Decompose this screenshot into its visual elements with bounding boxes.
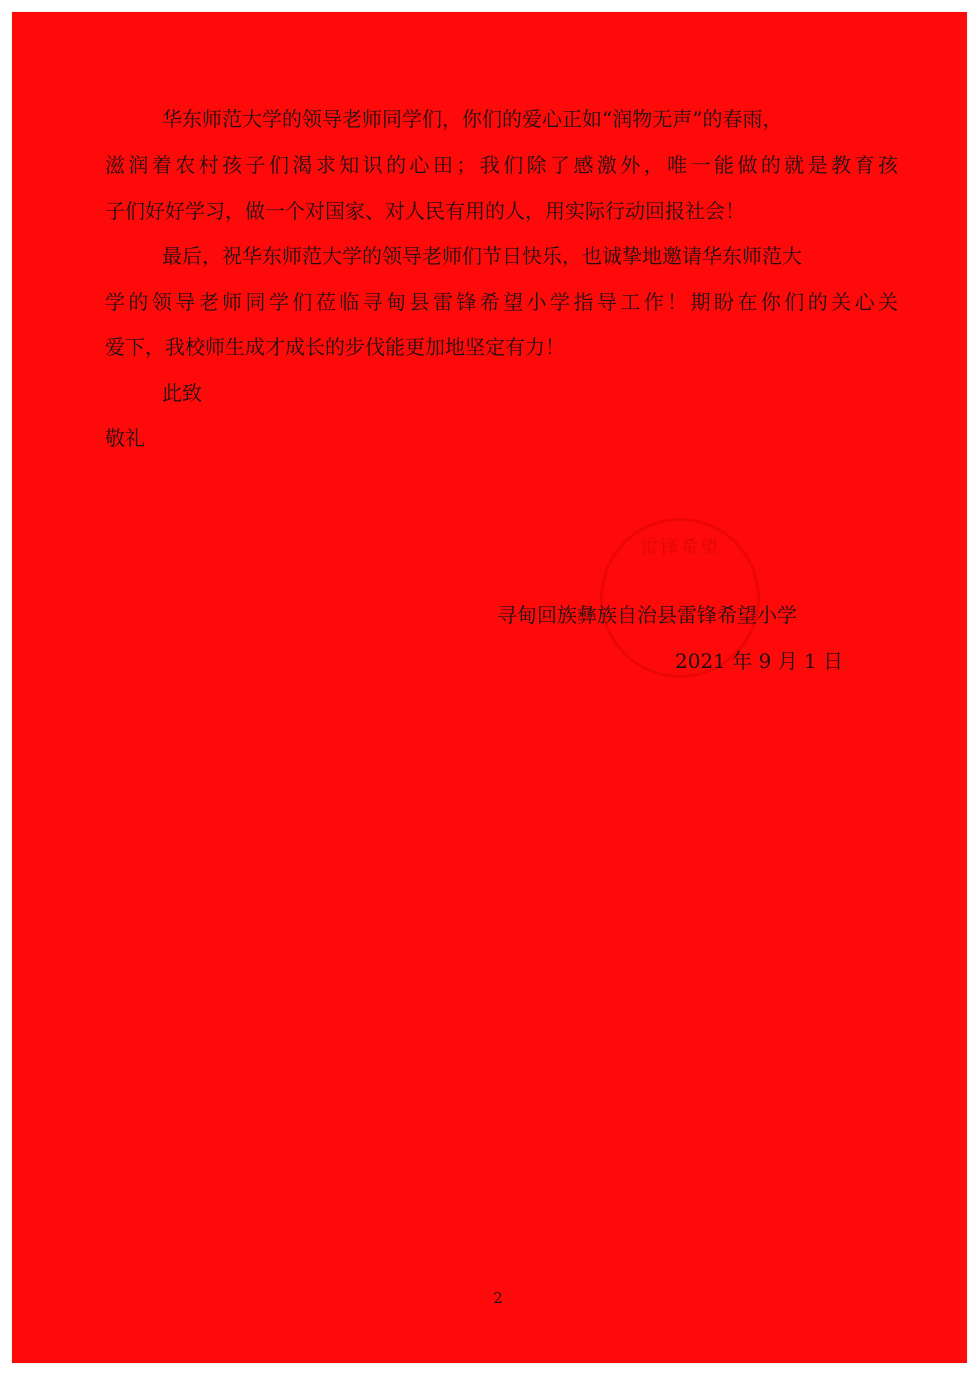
letter-line-4: 最后，祝华东师范大学的领导老师们节日快乐，也诚挚地邀请华东师范大 xyxy=(162,244,802,268)
signature-school-name: 寻甸回族彝族自治县雷锋希望小学 xyxy=(497,603,797,627)
letter-line-6: 爱下，我校师生成才成长的步伐能更加地坚定有力！ xyxy=(105,335,565,359)
letter-line-2: 滋润着农村孩子们渴求知识的心田；我们除了感激外，唯一能做的就是教育孩 xyxy=(105,153,898,177)
page-number: 2 xyxy=(493,1289,503,1307)
signature-date: 2021 年 9 月 1 日 xyxy=(675,649,844,673)
letter-line-1: 华东师范大学的领导老师同学们，你们的爱心正如“润物无声”的春雨， xyxy=(162,107,783,131)
closing-salutation: 此致 xyxy=(162,381,202,405)
letter-page xyxy=(12,12,967,1363)
letter-line-3: 子们好好学习，做一个对国家、对人民有用的人，用实际行动回报社会！ xyxy=(105,199,745,223)
letter-line-5: 学的领导老师同学们莅临寻甸县雷锋希望小学指导工作！期盼在你们的关心关 xyxy=(105,290,898,314)
seal-text: 雷锋希望 xyxy=(640,537,720,558)
closing-regards: 敬礼 xyxy=(105,426,145,450)
